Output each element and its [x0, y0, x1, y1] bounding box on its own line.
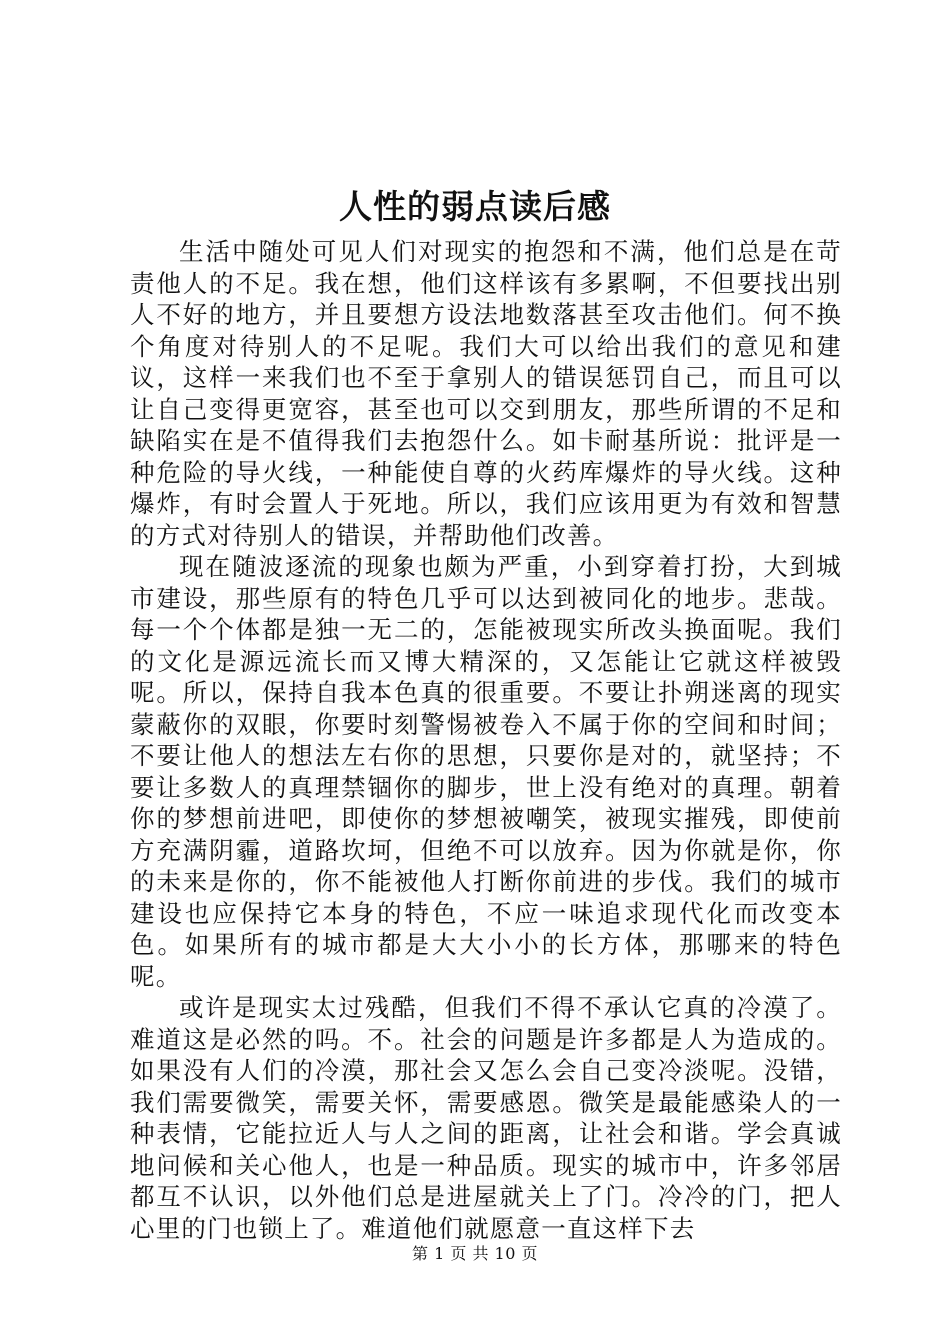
page-number-footer: 第 1 页 共 10 页: [412, 1244, 538, 1263]
document-body: [130, 236, 842, 1244]
paragraph-2: 现在随波逐流的现象也颇为严重，小到穿着打扮，大到城市建设，那些原有的特色几乎可以达到被同化的地步。悲哉。每一个个体都是独一无二的，怎能被现实所改头换面呢。我们的文化是源远流长而又博大精深的，又怎能让它就这样被毁呢。所以，保持自我本色真的很重要。不要让扑朔迷离的现实蒙蔽你的双眼，你要时刻警惕被卷入不属于你的空间和时间；不要让他人的想法左右你的思想，只要你是对的，就坚持；不要让多数人的真理禁锢你的脚步，世上没有绝对的真理。朝着你的梦想前进吧，即使你的梦想被嘲笑，被现实摧残，即使前方充满阴霾，道路坎坷，但绝不可以放弃。因为你就是你，你的未来是你的，你不能被他人打断你前进的步伐。我们的城市建设也应保持它本身的特色，不应一味追求现代化而改变本色。如果所有的城市都是大大小小的长方体，那哪来的特色呢。: [130, 552, 842, 991]
document-title: 人性的弱点读后感: [339, 187, 611, 226]
paragraph-1: 生活中随处可见人们对现实的抱怨和不满，他们总是在苛责他人的不足。我在想，他们这样该有多累啊，不但要找出别人不好的地方，并且要想方设法地数落甚至攻击他们。何不换个角度对待别人的不足呢。我们大可以给出我们的意见和建议，这样一来我们也不至于拿别人的错误惩罚自己，而且可以让自己变得更宽容，甚至也可以交到朋友，那些所谓的不足和缺陷实在是不值得我们去抱怨什么。如卡耐基所说：批评是一种危险的导火线，一种能使自尊的火药库爆炸的导火线。这种爆炸，有时会置人于死地。所以，我们应该用更为有效和智慧的方式对待别人的错误，并帮助他们改善。: [130, 237, 842, 550]
paragraph-3: 或许是现实太过残酷，但我们不得不承认它真的冷漠了。难道这是必然的吗。不。社会的问题是许多都是人为造成的。如果没有人们的冷漠，那社会又怎么会自己变冷淡呢。没错，我们需要微笑，需要关怀，需要感恩。微笑是最能感染人的一种表情，它能拉近人与人之间的距离，让社会和谐。学会真诚地问候和关心他人，也是一种品质。现实的城市中，许多邻居都互不认识，以外他们总是进屋就关上了门。冷冷的门，把人心里的门也锁上了。难道他们就愿意一直这样下去: [130, 993, 842, 1243]
